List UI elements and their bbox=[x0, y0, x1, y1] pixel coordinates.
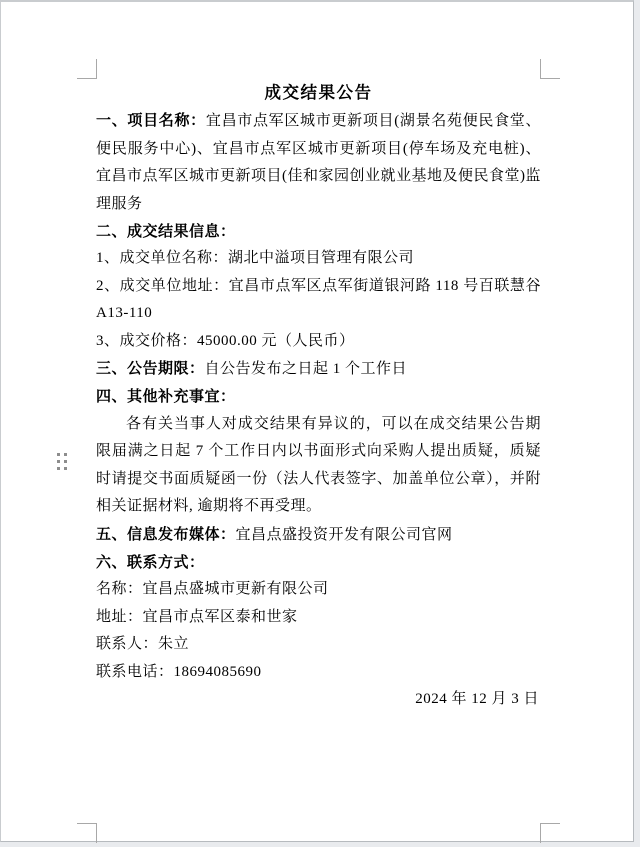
text-boundary-mark-bottom-left-icon bbox=[77, 823, 97, 843]
drag-handle-icon[interactable] bbox=[57, 453, 67, 470]
text-boundary-mark-top-left-icon bbox=[77, 59, 97, 79]
section-contact-heading: 六、联系方式： bbox=[96, 553, 205, 571]
page-title: 成交结果公告 bbox=[264, 84, 373, 102]
result-item-price: 3、成交价格：45000.00 元（人民币） bbox=[96, 332, 355, 349]
section-announcement-period-heading: 三、公告期限： bbox=[96, 360, 205, 378]
result-item-winner-address: 2、成交单位地址：宜昌市点军区点军街道银河路 118 号百联慧谷 A13-110 bbox=[96, 277, 541, 322]
contact-address: 地址：宜昌市点军区泰和世家 bbox=[96, 608, 298, 625]
grip-dot bbox=[57, 453, 60, 456]
section-supplementary-text: 各有关当事人对成交结果有异议的，可以在成交结果公告期限届满之日起 7 个工作日内以书面形式向采购人提出质疑，质疑时请提交书面质疑函一份（法人代表签字、加盖单位公章），并附相关证据材料, 逾期将不再受理。 bbox=[96, 415, 541, 515]
section-media-text: 宜昌点盛投资开发有限公司官网 bbox=[235, 526, 453, 543]
section-announcement-period bbox=[96, 355, 541, 383]
grip-dot bbox=[57, 460, 60, 463]
result-item-winner-name: 1、成交单位名称：湖北中溢项目管理有限公司 bbox=[96, 250, 415, 267]
grip-dot bbox=[64, 453, 67, 456]
section-project-name bbox=[96, 107, 541, 218]
grip-dot bbox=[57, 467, 60, 470]
section-announcement-period-text: 自公告发布之日起 1 个工作日 bbox=[204, 361, 408, 378]
section-project-name-heading: 一、项目名称： bbox=[96, 112, 206, 130]
document-date: 2024 年 12 月 3 日 bbox=[415, 690, 539, 707]
contact-phone: 联系电话：18694085690 bbox=[96, 663, 262, 680]
section-result-info-heading: 二、成交结果信息： bbox=[96, 223, 236, 241]
contact-name: 名称：宜昌点盛城市更新有限公司 bbox=[96, 581, 329, 598]
text-boundary-mark-top-right-icon bbox=[540, 59, 560, 79]
section-media-heading: 五、信息发布媒体： bbox=[96, 525, 236, 543]
document-content bbox=[96, 80, 541, 713]
section-media bbox=[96, 521, 541, 549]
text-boundary-mark-bottom-right-icon bbox=[540, 823, 560, 843]
section-project-name-text: 宜昌市点军区城市更新项目(湖景名苑便民食堂、便民服务中心)、宜昌市点军区城市更新项目(停车场及充电桩)、宜昌市点军区城市更新项目(佳和家园创业就业基地及便民食堂)监理服务 bbox=[96, 113, 541, 212]
section-supplementary-heading: 四、其他补充事宜： bbox=[96, 388, 236, 406]
grip-dot bbox=[64, 467, 67, 470]
contact-person: 联系人：朱立 bbox=[96, 636, 190, 653]
grip-dot bbox=[64, 460, 67, 463]
